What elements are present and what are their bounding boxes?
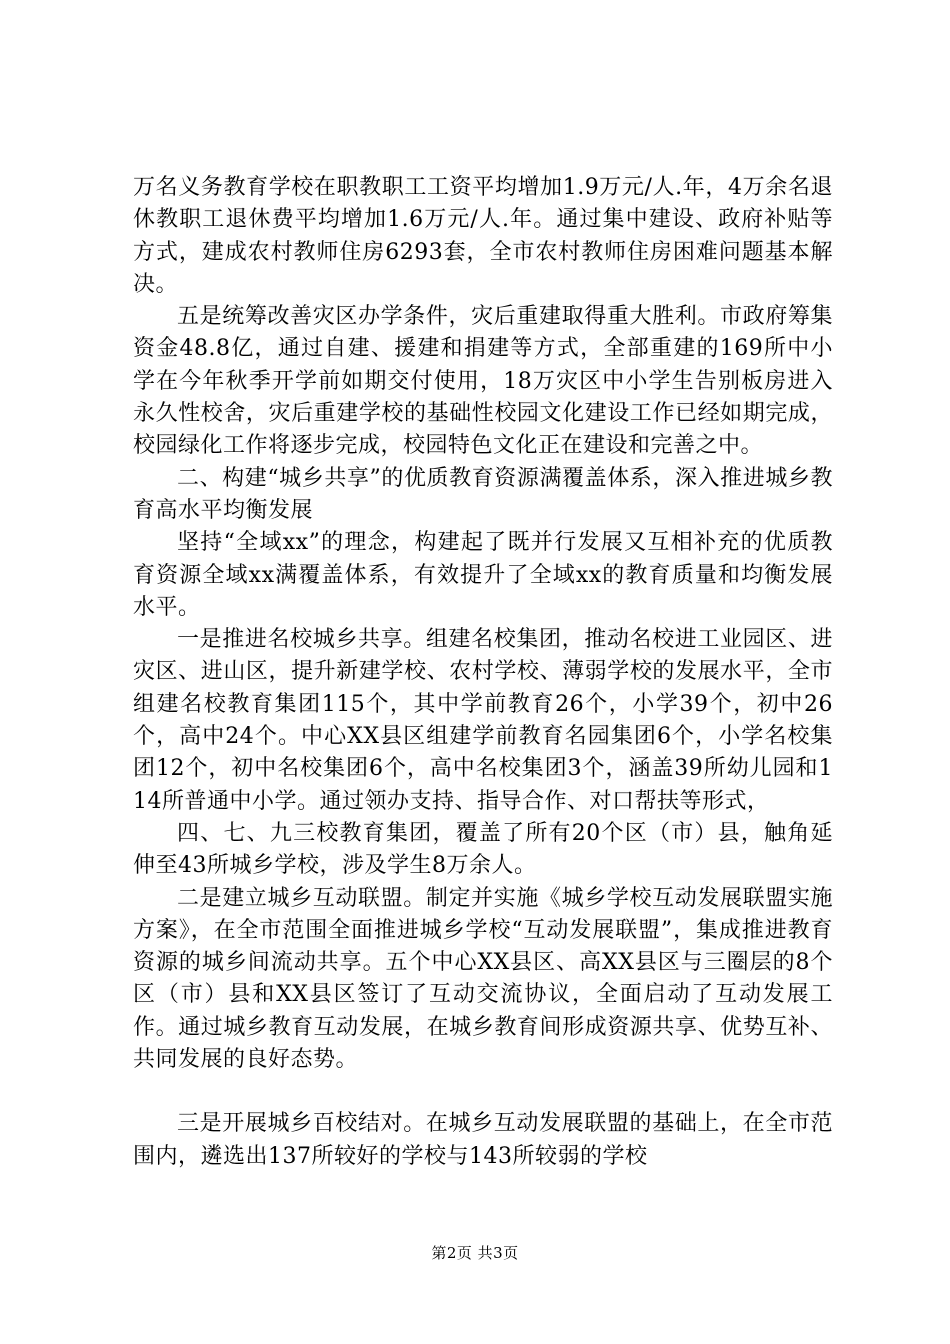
page-number: 第2页 共3页: [431, 1244, 519, 1262]
body-text: [133, 172, 833, 1173]
paragraph-school-pairing: 三是开展城乡百校结对。在城乡互动发展联盟的基础上，在全市范围内，遴选出137所较好的学校与143所较弱的学校: [133, 1111, 833, 1169]
paragraph-famous-schools: 一是推进名校城乡共享。组建名校集团，推动名校进工业园区、进灾区、进山区，提升新建学校、农村学校、薄弱学校的发展水平，全市组建名校教育集团115个，其中学前教育26个，小学39个，初中26个，高中24个。中心XX县区组建学前教育名园集团6个，小学名校集团12个，初中名校集团6个，高中名校集团3个，涵盖39所幼儿园和114所普通中小学。通过领办支持、指导合作、对口帮扶等形式，: [133, 627, 833, 814]
paragraph-continuation: 万名义务教育学校在职教职工工资平均增加1.9万元/人.年，4万余名退休教职工退休费平均增加1.6万元/人.年。通过集中建设、政府补贴等方式，建成农村教师住房6293套，全市农村教师住房困难问题基本解决。: [133, 175, 833, 297]
paragraph-interactive-alliance: 二是建立城乡互动联盟。制定并实施《城乡学校互动发展联盟实施方案》，在全市范围全面推进城乡学校“互动发展联盟”，集成推进教育资源的城乡间流动共享。五个中心XX县区、高XX县区与三圈层的8个区（市）县和XX县区签订了互动交流协议，全面启动了互动发展工作。通过城乡教育互动发展，在城乡教育间形成资源共享、优势互补、共同发展的良好态势。: [133, 885, 833, 1073]
paragraph-education-groups: 四、七、九三校教育集团，覆盖了所有20个区（市）县，触角延伸至43所城乡学校，涉及学生8万余人。: [133, 820, 833, 879]
section-heading-two: 二、构建“城乡共享”的优质教育资源满覆盖体系，深入推进城乡教育高水平均衡发展: [133, 465, 833, 523]
paragraph-disaster-reconstruction: 五是统筹改善灾区办学条件，灾后重建取得重大胜利。市政府筹集资金48.8亿，通过自建、援建和捐建等方式，全部重建的169所中小学在今年秋季开学前如期交付使用，18万灾区中小学生告别板房进入永久性校舍，灾后重建学校的基础性校园文化建设工作已经如期完成，校园绿化工作将逐步完成，校园特色文化正在建设和完善之中。: [133, 304, 833, 459]
paragraph-full-coverage: 坚持“全域xx”的理念，构建起了既并行发展又互相补充的优质教育资源全域xx满覆盖体系，有效提升了全域xx的教育质量和均衡发展水平。: [133, 530, 833, 620]
